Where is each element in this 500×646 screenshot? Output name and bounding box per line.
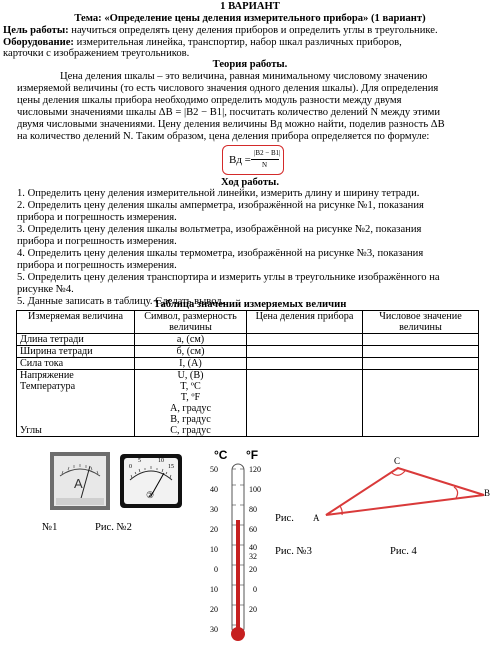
variant-title: 1 ВАРИАНТ — [220, 1, 280, 12]
equipment-line — [3, 37, 402, 49]
equipment-label: Оборудование: — [3, 37, 74, 48]
voltmeter-scale-0: 0 — [129, 464, 132, 470]
theory-title: Теория работы. — [212, 59, 288, 70]
row-symbol: б, (см) — [135, 346, 247, 358]
table-row — [17, 334, 479, 346]
f-tick: 32 — [249, 552, 257, 561]
row-symbol: А, градус — [169, 403, 212, 414]
f-tick: 120 — [249, 465, 261, 474]
c-tick: 10 — [210, 545, 218, 554]
procedure-step: 5. Определить цену деления транспортира и измерить углы в треугольнике изображённого на — [17, 272, 440, 283]
c-tick: 20 — [210, 605, 218, 614]
fig1-caption: №1 — [42, 522, 58, 533]
fig2-caption: Рис. №2 — [95, 522, 132, 533]
f-tick: 20 — [249, 605, 257, 614]
vertex-c-label: C — [394, 456, 401, 466]
row-symbol: I, (А) — [135, 358, 247, 370]
value-cell[interactable] — [363, 370, 479, 437]
vertex-b-label: B — [484, 488, 491, 498]
c-tick: 50 — [210, 465, 218, 474]
c-tick: 40 — [210, 485, 218, 494]
vertex-a-label: A — [313, 513, 320, 523]
row-name: Сила тока — [17, 358, 135, 370]
header-division: Цена деления прибора — [247, 311, 363, 334]
value-cell[interactable] — [363, 346, 479, 358]
fig3-caption: Рис. №3 — [275, 546, 312, 557]
theory-line: двумя числовыми значениями. Цену деления величины Bд можно найти, поделив разность ΔB — [17, 119, 445, 130]
voltmeter-scale-10: 10 — [158, 458, 164, 464]
f-tick: 40 — [249, 543, 257, 552]
purpose-label: Цель работы: — [3, 25, 69, 36]
table-header-row — [17, 311, 479, 334]
equipment-text-1: измерительная линейка, транспортир, набор шкал различных приборов, — [73, 37, 402, 48]
f-tick: 0 — [253, 585, 257, 594]
voltmeter-symbol: ② — [146, 490, 155, 500]
values-table — [16, 310, 479, 437]
division-cell[interactable] — [247, 346, 363, 358]
theory-line: числовыми значениями шкалы ΔB = |B2 − B1|, посчитать количество делений N между этими — [17, 107, 441, 118]
procedure-step: прибора и погрешность измерения. — [17, 260, 177, 271]
table-title: Таблица значений измеряемых величин — [153, 299, 347, 310]
row-name-voltage: Напряжение — [20, 370, 74, 381]
row-name — [17, 370, 135, 437]
value-cell[interactable] — [363, 358, 479, 370]
row-symbol: В, градус — [170, 414, 211, 425]
division-cell[interactable] — [247, 370, 363, 437]
row-symbol: T, ºF — [180, 392, 201, 403]
value-cell[interactable] — [363, 334, 479, 346]
row-symbol: а, (см) — [135, 334, 247, 346]
row-symbol: T, ºC — [180, 381, 201, 392]
purpose-text: научиться определять цену деления приборов и определить углы в треугольнике. — [68, 25, 438, 36]
procedure-step: 3. Определить цену деления шкалы вольтметра, изображённой на рисунке №2, показания — [17, 224, 422, 235]
table-row — [17, 370, 479, 437]
header-value: Числовое значение величины — [363, 311, 479, 334]
row-symbols-group — [135, 370, 247, 437]
voltmeter-scale-5: 5 — [138, 458, 141, 464]
f-tick: 80 — [249, 505, 257, 514]
equipment-text-2: карточки с изображением треугольников. — [3, 48, 190, 59]
header-symbol: Символ, размерность величины — [135, 311, 247, 334]
procedure-step: рисунке №4. — [17, 284, 74, 295]
formula-box — [222, 145, 284, 175]
division-cell[interactable] — [247, 334, 363, 346]
theory-line: на количество делений N. Таким образом, цена деления прибора определяется по формуле: — [17, 131, 430, 142]
theory-line: измеряемой величины (то есть числового значения одного деления шкалы). Для определения — [17, 83, 439, 94]
ammeter-letter: A — [74, 476, 83, 491]
c-tick: 10 — [210, 585, 218, 594]
topic-title: Тема: «Определение цены деления измерительного прибора» (1 вариант) — [74, 13, 426, 24]
c-tick: 30 — [210, 505, 218, 514]
table-row — [17, 346, 479, 358]
f-tick: 60 — [249, 525, 257, 534]
theory-line: Цена деления шкалы – это величина, равная минимальному числовому значению — [60, 71, 428, 82]
header-quantity: Измеряемая величина — [17, 311, 135, 334]
formula-numerator: |B2 − B1| — [254, 149, 281, 157]
procedure-step: прибора и погрешность измерения. — [17, 236, 177, 247]
theory-line: цены деления шкалы прибора необходимо определить модуль разности между двумя — [17, 95, 402, 106]
table-row — [17, 358, 479, 370]
fahrenheit-unit: °F — [246, 448, 259, 462]
c-tick: 20 — [210, 525, 218, 534]
division-cell[interactable] — [247, 358, 363, 370]
formula-lhs: Bд = — [229, 154, 251, 166]
f-tick: 20 — [249, 565, 257, 574]
c-tick: 0 — [214, 565, 218, 574]
row-name-temperature: Температура — [20, 381, 76, 392]
celsius-unit: °C — [214, 448, 228, 462]
row-name: Длина тетради — [17, 334, 135, 346]
f-tick: 100 — [249, 485, 261, 494]
voltmeter-figure — [120, 454, 182, 508]
formula-denominator: N — [262, 161, 268, 169]
procedure-step: 4. Определить цену деления шкалы термометра, изображённой на рисунке №3, показания — [17, 248, 424, 259]
row-symbol: U, (В) — [177, 370, 204, 381]
thermometer-figure — [206, 450, 272, 646]
procedure-title: Ход работы. — [221, 177, 279, 188]
c-tick: 30 — [210, 625, 218, 634]
row-name: Ширина тетради — [17, 346, 135, 358]
procedure-step: 5. Данные записать в таблицу. Сделать вывод. — [17, 296, 225, 307]
procedure-step: 2. Определить цену деления шкалы амперметра, изображённой на рисунке №1, показания — [17, 200, 424, 211]
triangle-image — [310, 455, 500, 525]
ammeter-figure — [50, 452, 110, 510]
fraction-bar — [251, 159, 279, 160]
triangle-figure — [310, 455, 500, 525]
row-symbol: С, градус — [170, 425, 211, 436]
procedure-step: прибора и погрешность измерения. — [17, 212, 177, 223]
voltmeter-scale-15: 15 — [168, 464, 174, 470]
procedure-step: 1. Определить цену деления измерительной линейки, измерить длину и ширину тетради. — [17, 188, 420, 199]
fig4-caption: Рис. 4 — [390, 546, 417, 557]
fig3-label: Рис. — [275, 513, 294, 524]
purpose-line — [3, 25, 438, 37]
row-name-angles: Углы — [20, 425, 42, 436]
